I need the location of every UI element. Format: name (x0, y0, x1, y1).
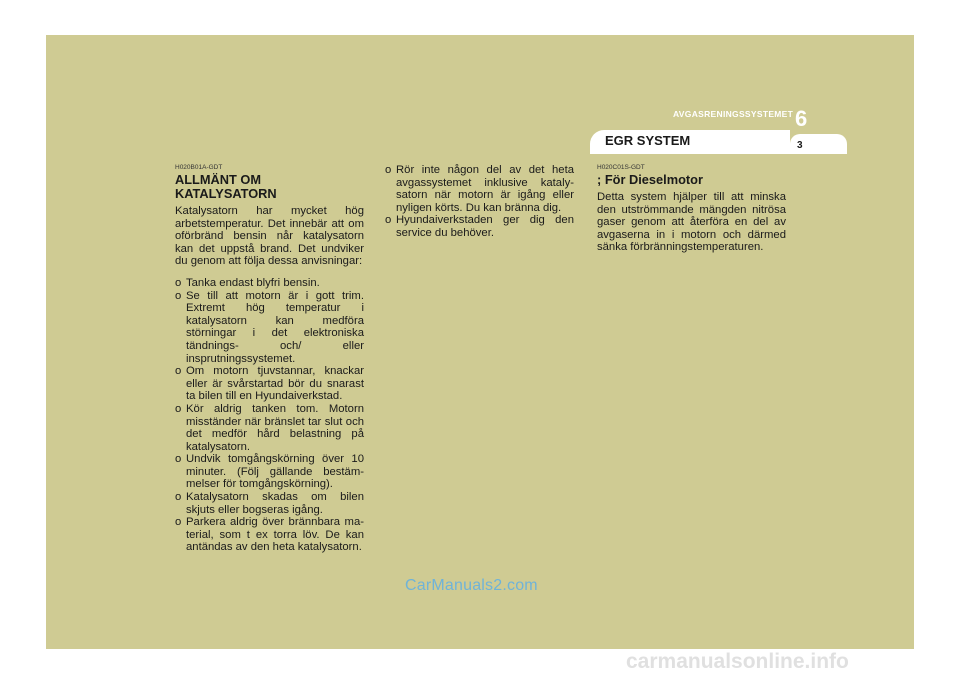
list-item (175, 403, 364, 453)
column-egr (597, 164, 786, 263)
section-heading: ALLMÄNT OM KATALYSATORN (175, 172, 277, 201)
section-code: H020C01S-GDT (597, 164, 645, 171)
watermark-carmanualsonline: carmanualsonline.info (626, 650, 849, 673)
list-item-text: Se till att motorn är i gott trim. Extremt hög temperatur i katalysatorn kan medföra störningar i det elektroniska tändnings- och/ eller insprutningssystemet. (186, 289, 364, 365)
list-item (175, 453, 364, 491)
list-item (385, 164, 574, 214)
bullet-list (385, 164, 574, 240)
bullet-icon: o (175, 365, 182, 378)
list-item-text: Undvik tomgångskörning över 10 minuter. (Följ gällande bestäm- melser för tomgångskörning). (186, 453, 364, 491)
chapter-number: 6 (795, 106, 808, 131)
bullet-icon: o (175, 491, 182, 504)
list-item-text: Kör aldrig tanken tom. Motorn misständer när bränslet tar slut och det medför hård belastning på katalysatorn. (186, 402, 364, 453)
page-number: 3 (797, 140, 803, 151)
watermark-carmanuals2: CarManuals2.com (405, 577, 538, 594)
list-item-text: Tanka endast blyfri bensin. (186, 276, 320, 289)
bullet-icon: o (385, 164, 392, 176)
list-item-text: Katalysatorn skadas om bilen skjuts eller bogseras igång. (186, 491, 364, 516)
list-item-text: Parkera aldrig över brännbara ma- terial, som t ex torra löv. De kan antändas av den heta katalysatorn. (186, 516, 364, 554)
list-item-text: Hyundaiverkstaden ger dig den service du behöver. (396, 214, 574, 239)
intro-paragraph: Katalysatorn har mycket hög arbetstemperatur. Det innebär att om oförbränd bensin når katalysatorn kan det uppstå brand. Det undviker du genom att följa dessa anvisningar: (175, 205, 364, 268)
list-item-text: Om motorn tjuvstannar, knackar eller är svårstartad bör du snarast ta bilen till en Hyundaiverkstad. (186, 365, 364, 403)
list-item (175, 277, 364, 290)
bullet-icon: o (175, 402, 182, 415)
bullet-list (175, 277, 364, 554)
list-item (175, 491, 364, 516)
column-catalyst (175, 164, 364, 554)
egr-paragraph: Detta system hjälper till att minska den utströmmande mängden nitrösa gaser genom att återföra en del av avgaserna in i motorn och därmed sänka förbränningstemperaturen. (597, 191, 786, 254)
list-item (175, 290, 364, 366)
bullet-icon: o (175, 289, 182, 302)
list-item (175, 365, 364, 403)
bullet-icon: o (385, 214, 392, 227)
list-item-text: Rör inte någon del av det heta avgassystemet inklusive kataly- satorn när motorn är igång eller nyligen körts. Du kan bränna dig. (396, 164, 574, 214)
bullet-icon: o (175, 453, 182, 466)
list-item (385, 214, 574, 239)
section-heading: ; För Dieselmotor (597, 172, 703, 187)
bullet-icon: o (175, 516, 182, 529)
tab-title: EGR SYSTEM (605, 133, 691, 148)
section-title: AVGASRENINGSSYSTEMET (673, 109, 794, 119)
bullet-icon: o (175, 276, 182, 289)
column-safety (385, 164, 574, 240)
list-item (175, 516, 364, 554)
section-code: H020B01A-GDT (175, 164, 223, 171)
